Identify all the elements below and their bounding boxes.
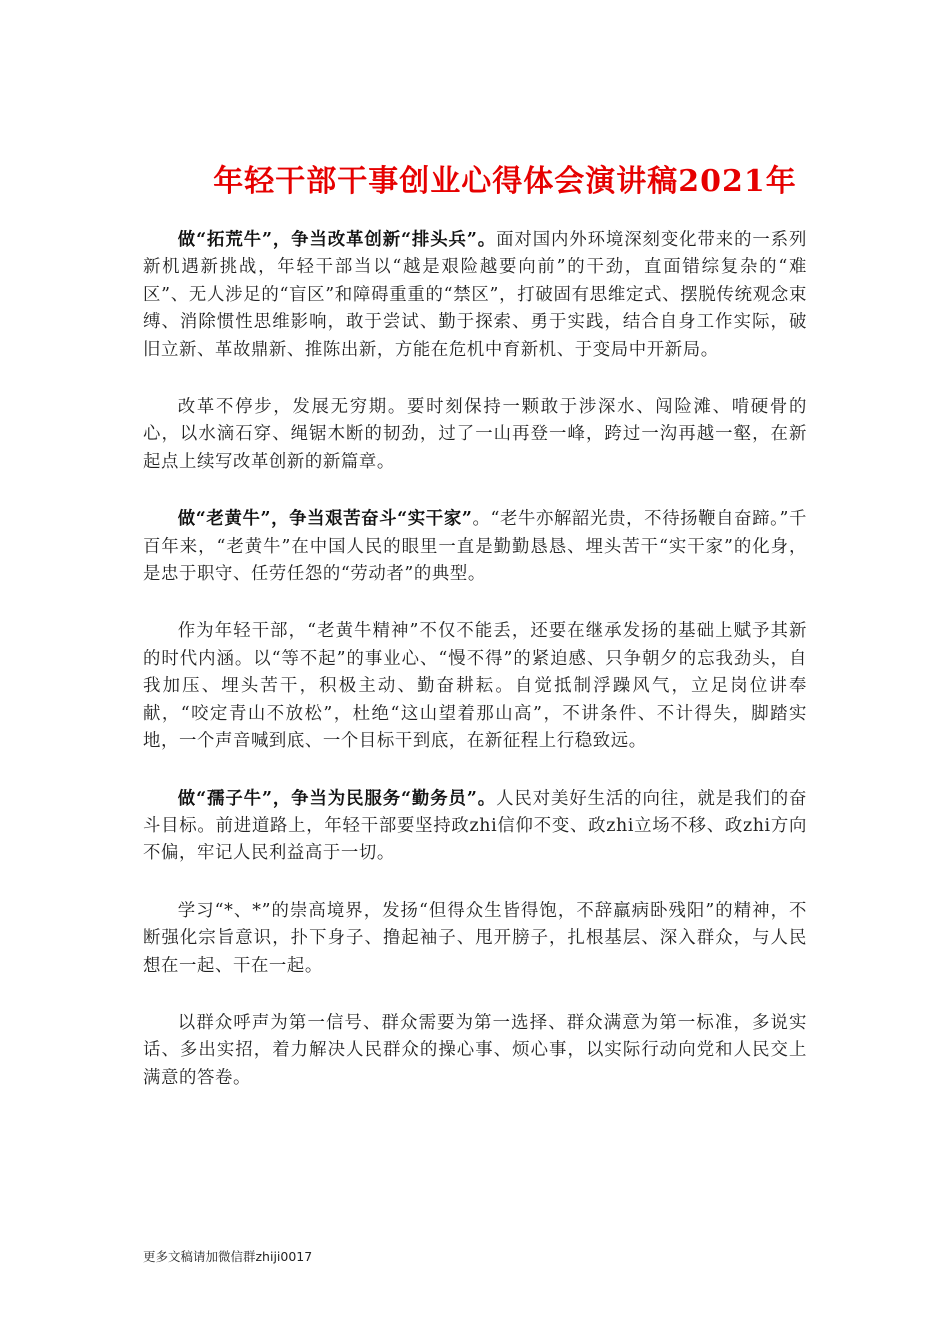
paragraph-text: 人民对美好生活的向往，就是我们的奋斗目标。前进道路上，年轻干部要坚持政zhi信仰不变、政zhi立场不移、政zhi方向不偏，牢记人民利益高于一切。	[143, 788, 808, 864]
paragraph	[143, 618, 807, 755]
paragraph	[143, 898, 807, 980]
paragraph	[143, 227, 807, 364]
paragraph-text: 。“老牛亦解韶光贵，不待扬鞭自奋蹄。”千百年来，“老黄牛”在中国人民的眼里一直是勤勤恳恳、埋头苦干“实干家”的化身，是忠于职守、任劳任怨的“劳动者”的典型。	[143, 509, 807, 585]
document-title: 年轻干部干事创业心得体会演讲稿2021年	[213, 164, 797, 199]
paragraph	[143, 1010, 807, 1092]
footer-note: 更多文稿请加微信群zhiji0017	[143, 1249, 313, 1264]
paragraph	[143, 786, 807, 868]
paragraph	[143, 394, 807, 476]
paragraph-text: 改革不停步，发展无穷期。要时刻保持一颗敢于涉深水、闯险滩、啃硬骨的心，以水滴石穿、绳锯木断的韧劲，过了一山再登一峰，跨过一沟再越一壑，在新起点上续写改革创新的新篇章。	[143, 397, 807, 472]
paragraph-lead: 做“孺子牛”，争当为民服务“勤务员”。	[177, 788, 497, 809]
paragraph-text: 以群众呼声为第一信号、群众需要为第一选择、群众满意为第一标准，多说实话、多出实招，着力解决人民群众的操心事、烦心事，以实际行动向党和人民交上满意的答卷。	[143, 1012, 807, 1088]
paragraph-text: 学习“*、*”的崇高境界，发扬“但得众生皆得饱，不辞羸病卧残阳”的精神，不断强化宗旨意识，扑下身子、撸起袖子、甩开膀子，扎根基层、深入群众，与人民想在一起、干在一起。	[143, 900, 807, 976]
paragraph	[143, 506, 807, 588]
paragraph-text: 面对国内外环境深刻变化带来的一系列新机遇新挑战，年轻干部当以“越是艰险越要向前”的干劲，直面错综复杂的“难区”、无人涉足的“盲区”和障碍重重的“禁区”，打破固有思维定式、摆脱传统观念束缚、消除惯性思维影响，敢于尝试、勤于探索、勇于实践，结合自身工作实际，破旧立新、革故鼎新、推陈出新，方能在危机中育新机、于变局中开新局。	[143, 230, 808, 360]
document-body	[143, 227, 807, 1122]
paragraph-lead: 做“拓荒牛”，争当改革创新“排头兵”。	[177, 230, 497, 250]
paragraph-text: 作为年轻干部，“老黄牛精神”不仅不能丢，还要在继承发扬的基础上赋予其新的时代内涵。以“等不起”的事业心、“慢不得”的紧迫感、只争朝夕的忘我劲头，自我加压、埋头苦干，积极主动、勤奋耕耘。自觉抵制浮躁风气，立足岗位讲奉献，“咬定青山不放松”，杜绝“这山望着那山高”，不讲条件、不计得失，脚踏实地，一个声音喊到底、一个目标干到底，在新征程上行稳致远。	[143, 621, 807, 752]
paragraph-lead: 做“老黄牛”，争当艰苦奋斗“实干家”	[177, 509, 473, 530]
